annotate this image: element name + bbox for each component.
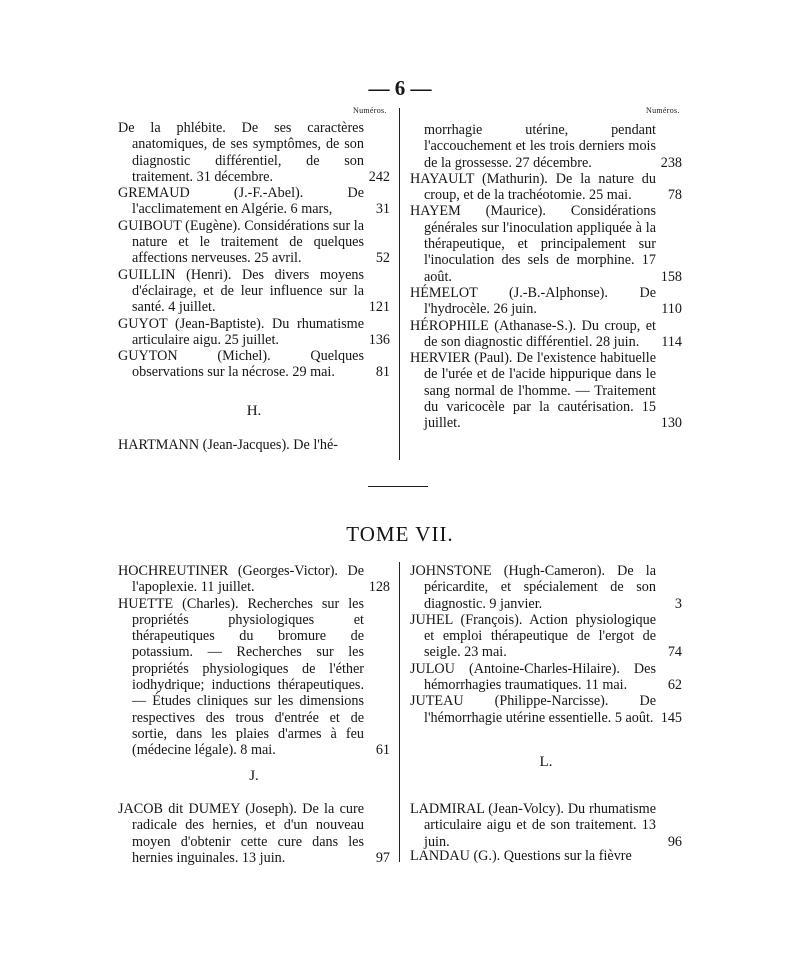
entry-number: 96: [667, 833, 682, 850]
index-entry: [410, 318, 682, 351]
entry-text: HOCHREUTINER (Georges-Victor). De l'apoplexie. 11 juillet.: [118, 563, 364, 596]
index-entry: [410, 122, 682, 171]
entry-text: HERVIER (Paul). De l'existence habituelle de l'urée et de l'acide hippurique dans le sang normal de l'homme. — Traitement du varicocèle par la cautérisation. 15 juillet.: [410, 350, 656, 432]
entry-text: JOHNSTONE (Hugh-Cameron). De la péricardite, et spécialement de son diagnostic. 9 janvier.: [410, 563, 656, 612]
top-left-column: [118, 120, 390, 381]
entry-text: JUTEAU (Philippe-Narcisse). De l'hémorrhagie utérine essentielle. 5 août.: [410, 693, 656, 726]
entry-number: 114: [661, 333, 682, 350]
index-entry: [118, 348, 390, 381]
index-entry: [118, 563, 390, 596]
entry-number: 78: [667, 187, 682, 204]
entry-number: 242: [368, 168, 390, 185]
entry-text: JACOB dit DUMEY (Joseph). De la cure radicale des hernies, et d'un nouveau moyen d'obtenir cette cure dans les hernies inguinales. 13 juin.: [118, 801, 364, 866]
entry-number: 3: [674, 595, 682, 612]
entry-text: GUILLIN (Henri). Des divers moyens d'éclairage, et de leur influence sur la santé. 4 juillet.: [118, 266, 364, 316]
index-entry: [410, 693, 682, 726]
column-divider-top: [399, 108, 400, 460]
entry-text: JUHEL (François). Action physiologique et emploi thérapeutique de l'ergot de seigle. 23 mai.: [410, 611, 656, 661]
bottom-right-after: [410, 801, 682, 850]
index-entry: [410, 612, 682, 661]
bottom-left-after: [118, 801, 390, 866]
entry-landau: LANDAU (G.). Questions sur la fièvre: [410, 848, 632, 864]
entry-number: 81: [375, 364, 390, 381]
entry-number: 145: [660, 709, 682, 726]
entry-text: LADMIRAL (Jean-Volcy). Du rhumatisme articulaire aigu et de son traitement. 13 juin.: [410, 801, 656, 850]
column-divider-bottom: [399, 562, 400, 862]
bottom-right-column: [410, 563, 682, 726]
entry-text: GUYTON (Michel). Quelques observations sur la nécrose. 29 mai.: [118, 348, 364, 381]
entry-text: De la phlébite. De ses caractères anatomiques, de ses symptômes, de son diagnostic différentiel, de son traitement. 31 décembre.: [118, 120, 364, 185]
section-letter-h: H.: [246, 403, 262, 419]
page-number: — 6 —: [368, 76, 432, 100]
index-entry: [118, 596, 390, 759]
section-letter-l: L.: [539, 754, 553, 770]
entry-number: 74: [667, 644, 682, 661]
entry-text: morrhagie utérine, pendant l'accouchement et les trois derniers mois de la grossesse. 27 décembre.: [424, 122, 656, 171]
entry-number: 121: [368, 299, 390, 316]
index-entry: [410, 563, 682, 612]
entry-number: 128: [368, 579, 390, 596]
top-right-column: [410, 122, 682, 432]
index-entry: [410, 350, 682, 431]
entry-hartmann: HARTMANN (Jean-Jacques). De l'hé-: [118, 437, 338, 453]
index-entry: [410, 285, 682, 318]
separator-rule: [368, 486, 428, 487]
entry-number: 61: [375, 742, 390, 759]
index-entry: [118, 185, 390, 218]
index-entry: [410, 661, 682, 694]
entry-text: HUETTE (Charles). Recherches sur les propriétés physiologiques et thérapeutiques du bromure de potassium. — Recherches sur les propriétés physiologiques de l'éther iodhydrique; inductions thérapeutiques. — Études cliniques sur les dimensions respectives des trous d'entrée et de sortie, dans les plaies d'armes à feu (médecine légale). 8 mai.: [118, 595, 364, 759]
entry-text: HÉROPHILE (Athanase-S.). Du croup, et de son diagnostic différentiel. 28 juin.: [410, 317, 656, 350]
entry-number: 97: [375, 849, 390, 866]
entry-text: GUIBOUT (Eugène). Considérations sur la nature et le traitement de quelques affections nerveuses. 25 avril.: [118, 217, 365, 267]
entry-text: JULOU (Antoine-Charles-Hilaire). Des hémorrhagies traumatiques. 11 mai.: [410, 660, 656, 694]
index-entry: [118, 801, 390, 866]
index-entry: [410, 801, 682, 850]
entry-text: HAYEM (Maurice). Considérations générales sur l'inoculation appliquée à la thérapeutique, et principalement sur l'inoculation des sels de morphine. 17 août.: [410, 203, 656, 285]
index-entry: [410, 171, 682, 204]
entry-number: 110: [661, 301, 682, 318]
entry-number: 31: [375, 201, 390, 218]
entry-text: GREMAUD (J.-F.-Abel). De l'acclimatement en Algérie. 6 mars,: [118, 185, 364, 218]
entry-text: HAYAULT (Mathurin). De la nature du croup, et de la trachéotomie. 25 mai.: [410, 170, 656, 204]
bottom-left-column: [118, 563, 390, 759]
entry-number: 238: [660, 154, 682, 171]
entry-number: 52: [375, 250, 390, 267]
entry-number: 62: [667, 677, 682, 694]
entry-text: GUYOT (Jean-Baptiste). Du rhumatisme articulaire aigu. 25 juillet.: [118, 315, 364, 348]
index-entry: [118, 120, 390, 185]
entry-text: HÉMELOT (J.-B.-Alphonse). De l'hydrocèle. 26 juin.: [410, 284, 656, 318]
numeros-label-right: Numéros.: [646, 106, 680, 115]
index-entry: [410, 203, 682, 284]
index-entry: [118, 316, 390, 349]
section-letter-j: J.: [249, 768, 259, 784]
entry-number: 130: [660, 415, 682, 432]
entry-number: 158: [660, 268, 682, 285]
entry-number: 136: [368, 331, 390, 348]
tome-title: TOME VII.: [346, 522, 454, 546]
index-entry: [118, 267, 390, 316]
index-entry: [118, 218, 390, 267]
numeros-label-left: Numéros.: [353, 106, 387, 115]
